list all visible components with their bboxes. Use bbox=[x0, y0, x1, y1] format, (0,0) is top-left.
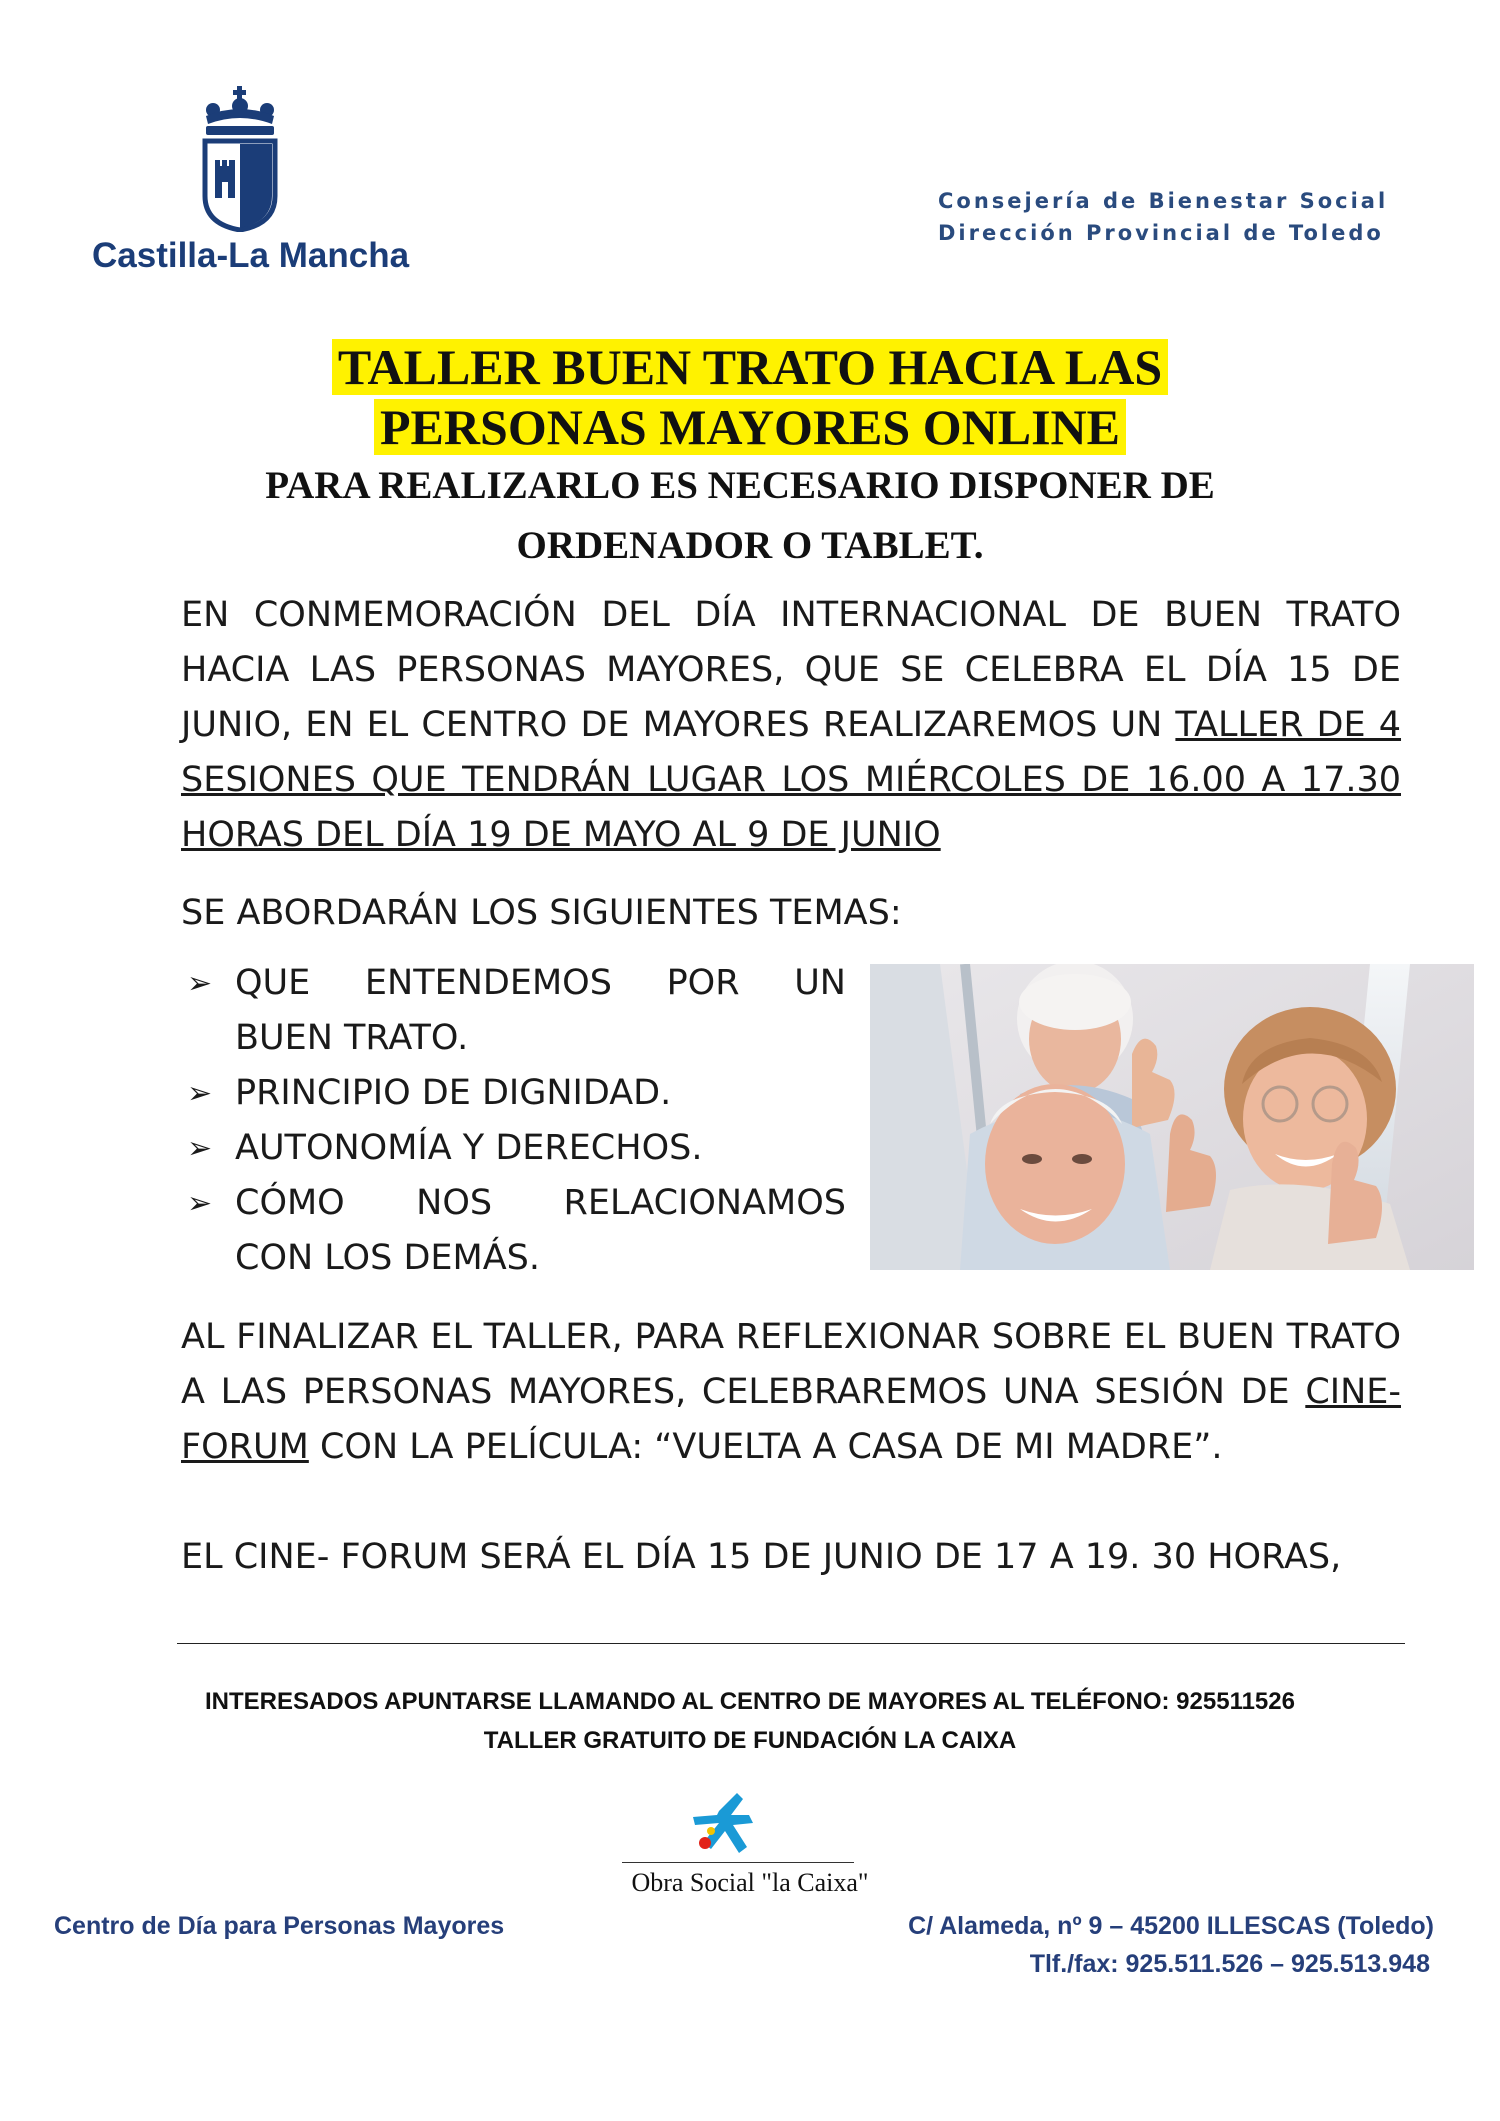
organization-block bbox=[938, 185, 1458, 249]
title-line-2: PERSONAS MAYORES ONLINE bbox=[0, 400, 1500, 454]
title-line-1: TALLER BUEN TRATO HACIA LAS bbox=[0, 340, 1500, 394]
crown-icon bbox=[203, 86, 277, 138]
arrowhead-bullet-icon: ➢ bbox=[187, 1186, 213, 1221]
cine-forum-label: CINE-FORUM bbox=[181, 1372, 1401, 1467]
cine-forum-date: EL CINE- FORUM SERÁ EL DÍA 15 DE JUNIO DE 17 A 19. 30 HORAS, bbox=[181, 1537, 1342, 1577]
sponsor-info: TALLER GRATUITO DE FUNDACIÓN LA CAIXA bbox=[483, 1727, 1017, 1754]
subtitle-line-2: ORDENADOR O TABLET. bbox=[516, 524, 984, 567]
logo-wordmark: Castilla-La Mancha bbox=[92, 236, 410, 275]
topics-heading: SE ABORDARÁN LOS SIGUIENTES TEMAS: bbox=[181, 893, 902, 933]
org-line-1: Consejería de Bienestar Social bbox=[938, 189, 1389, 213]
list-item: ➢ CÓMO NOS RELACIONAMOS CON LOS DEMÁS. bbox=[181, 1176, 846, 1286]
topics-list bbox=[181, 956, 846, 1286]
arrowhead-bullet-icon: ➢ bbox=[187, 966, 213, 1001]
street-address: C/ Alameda, nº 9 – 45200 ILLESCAS (Toledo) bbox=[908, 1912, 1434, 1940]
caixa-underline bbox=[622, 1862, 854, 1863]
workshop-schedule: TALLER DE 4 SESIONES QUE TENDRÁN LUGAR LOS MIÉRCOLES DE 16.00 A 17.30 HORAS DEL DÍA 19 DE MAYO AL 9 DE JUNIO bbox=[181, 705, 1402, 855]
shield-icon bbox=[202, 138, 278, 232]
list-item: ➢ QUE ENTENDEMOS POR UN BUEN TRATO. bbox=[181, 956, 846, 1066]
org-line-2: Dirección Provincial de Toledo bbox=[938, 221, 1384, 245]
divider bbox=[177, 1643, 1405, 1644]
seniors-thumbs-up-photo bbox=[870, 964, 1474, 1270]
closing-paragraph: AL FINALIZAR EL TALLER, PARA REFLEXIONAR SOBRE EL BUEN TRATO A LAS PERSONAS MAYORES, CELEBRAREMOS UNA SESIÓN DE CINE-FORUM CON LA PELÍCULA: “VUELTA A CASA DE MI MADRE”. bbox=[181, 1317, 1401, 1467]
la-caixa-wordmark: Obra Social "la Caixa" bbox=[631, 1868, 869, 1897]
intro-paragraph: EN CONMEMORACIÓN DEL DÍA INTERNACIONAL DE BUEN TRATO HACIA LAS PERSONAS MAYORES, QUE SE CELEBRA EL DÍA 15 DE JUNIO, EN EL CENTRO DE MAYORES REALIZAREMOS UN TALLER DE 4 SESIONES QUE TENDRÁN LUGAR LOS MIÉRCOLES DE 16.00 A 17.30 HORAS DEL DÍA 19 DE MAYO AL 9 DE JUNIO bbox=[181, 595, 1402, 855]
list-item: ➢ PRINCIPIO DE DIGNIDAD. bbox=[181, 1066, 846, 1121]
castilla-la-mancha-logo bbox=[92, 86, 410, 286]
list-item: ➢ AUTONOMÍA Y DERECHOS. bbox=[181, 1121, 846, 1176]
phone-fax: Tlf./fax: 925.511.526 – 925.513.948 bbox=[1029, 1950, 1430, 1978]
centro-name: Centro de Día para Personas Mayores bbox=[54, 1912, 505, 1940]
la-caixa-star-logo bbox=[689, 1785, 779, 1861]
arrowhead-bullet-icon: ➢ bbox=[187, 1131, 213, 1166]
subtitle-line-1: PARA REALIZARLO ES NECESARIO DISPONER DE bbox=[265, 464, 1215, 507]
signup-info: INTERESADOS APUNTARSE LLAMANDO AL CENTRO DE MAYORES AL TELÉFONO: 925511526 bbox=[205, 1688, 1295, 1715]
arrowhead-bullet-icon: ➢ bbox=[187, 1076, 213, 1111]
